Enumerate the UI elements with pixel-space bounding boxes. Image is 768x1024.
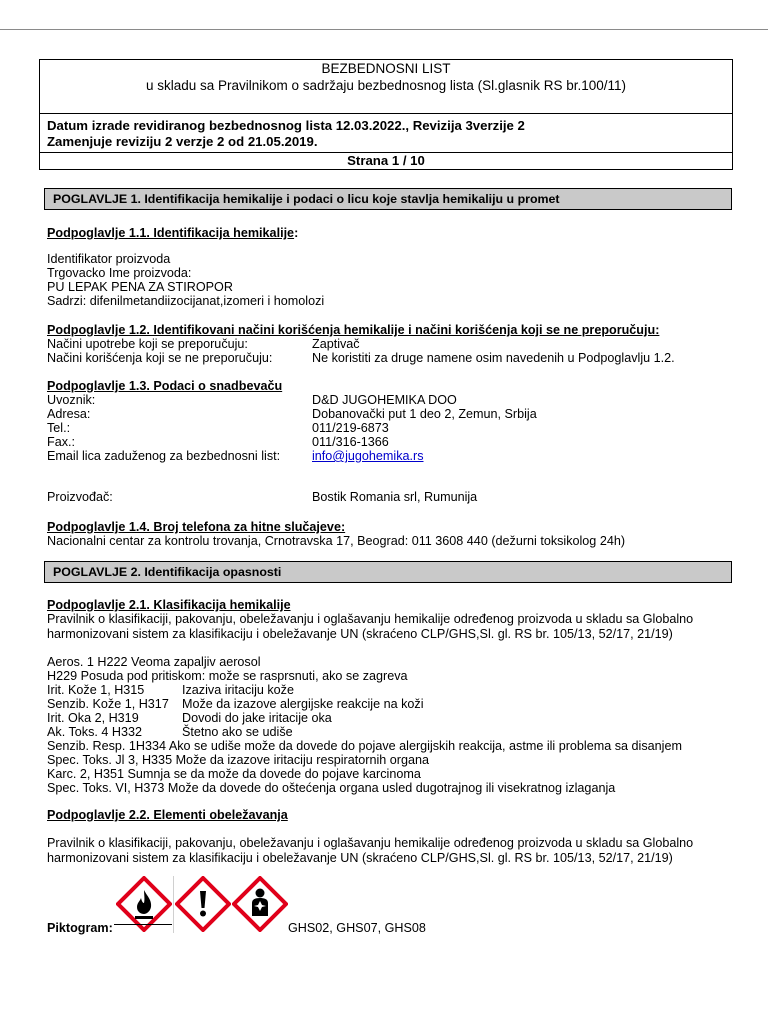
trade-name-value: PU LEPAK PENA ZA STIROPOR	[47, 280, 233, 294]
hazard-statement: Karc. 2, H351 Sumnja se da može da dovede do pojave karcinoma	[47, 767, 421, 781]
subsection-2-1-heading: Podpoglavlje 2.1. Klasifikacija hemikalije	[47, 598, 291, 612]
header-divider	[40, 113, 732, 114]
pictogram-codes: GHS02, GHS07, GHS08	[288, 921, 426, 935]
hazard-text: Izaziva iritaciju kože	[182, 683, 294, 697]
document-title-block	[40, 60, 732, 94]
subsection-1-2-heading: Podpoglavlje 1.2. Identifikovani načini korišćenja hemikalije i načini korišćenja koji se ne preporučuju:	[47, 323, 660, 337]
hazard-statement: Senzib. Resp. 1H334 Ako se udiše može da dovede do pojave alergijskih reakcija, astme ili problema sa disanjem	[47, 739, 682, 753]
recommended-uses-label: Načini upotrebe koji se preporučuju:	[47, 337, 248, 351]
page-number: Strana 1 / 10	[347, 153, 425, 168]
top-rule	[0, 29, 768, 30]
revision-line-1: Datum izrade revidiranog bezbednosnog lista 12.03.2022., Revizija 3verzije 2	[47, 118, 525, 133]
not-recommended-uses-value: Ne koristiti za druge namene osim navedenih u Podpoglavlju 1.2.	[312, 351, 675, 365]
subsection-2-2-heading: Podpoglavlje 2.2. Elementi obeležavanja	[47, 808, 288, 822]
hazard-text: Može da izazove alergijske reakcije na koži	[182, 697, 424, 711]
contains-text: Sadrzi: difenilmetandiizocijanat,izomeri i homolozi	[47, 294, 325, 308]
labelling-intro-line-2: harmonizovani sistem za klasifikaciju i obeležavanje UN (skraćeno CLP/GHS,Sl. gl. RS br. 105/13, 52/17, 21/19)	[47, 851, 673, 865]
subsection-1-1-title: Podpoglavlje 1.1. Identifikacija hemikalije	[47, 226, 295, 240]
exclamation-icon	[175, 876, 231, 932]
emergency-phone-text: Nacionalni centar za kontrolu trovanja, Crnotravska 17, Beograd: 011 3608 440 (dežurni toksikolog 24h)	[47, 534, 626, 548]
revision-info	[47, 118, 525, 150]
address-label: Adresa:	[47, 407, 91, 421]
section-2-heading: POGLAVLJE 2. Identifikacija opasnosti	[44, 561, 732, 583]
fax-value: 011/316-1366	[312, 435, 389, 449]
trade-name-label: Trgovacko Ime proizvoda:	[47, 266, 192, 280]
subsection-1-3-heading: Podpoglavlje 1.3. Podaci o snadbevaču	[47, 379, 283, 393]
hazard-statement: Spec. Toks. VI, H373 Može da dovede do oštećenja organa usled dugotrajnog ili visekratnog izlaganja	[47, 781, 616, 795]
section-1-heading: POGLAVLJE 1. Identifikacija hemikalije i podaci o licu koje stavlja hemikaliju u promet	[44, 188, 732, 210]
hazard-code: Irit. Kože 1, H315	[47, 683, 145, 697]
classification-intro-line-2: harmonizovani sistem za klasifikaciju i obeležavanje UN (skraćeno CLP/GHS,Sl. gl. RS br. 105/13, 52/17, 21/19)	[47, 627, 673, 641]
email-link[interactable]: info@jugohemika.rs	[312, 449, 424, 463]
recommended-uses-value: Zaptivač	[312, 337, 360, 351]
revision-line-2: Zamenjuje reviziju 2 verzje 2 od 21.05.2019.	[47, 134, 318, 149]
document-title: BEZBEDNOSNI LIST	[321, 61, 451, 76]
phone-label: Tel.:	[47, 421, 71, 435]
subsection-1-1-heading	[47, 226, 298, 240]
fax-label: Fax.:	[47, 435, 75, 449]
hazard-code: Ak. Toks. 4 H332	[47, 725, 142, 739]
importer-value: D&D JUGOHEMIKA DOO	[312, 393, 457, 407]
hazard-statement: Spec. Toks. Jl 3, H335 Može da izazove iritaciju respiratornih organa	[47, 753, 429, 767]
product-identifier-label: Identifikator proizvoda	[47, 252, 171, 266]
hazard-code: Senzib. Kože 1, H317	[47, 697, 169, 711]
hazard-statement: H229 Posuda pod pritiskom: može se rasprsnuti, ako se zagreva	[47, 669, 408, 683]
pictogram-label: Piktogram:	[47, 921, 113, 935]
health-hazard-icon	[232, 876, 288, 932]
phone-value: 011/219-6873	[312, 421, 389, 435]
subsection-1-4-heading: Podpoglavlje 1.4. Broj telefona za hitne slučajeve:	[47, 520, 346, 534]
hazard-text: Dovodi do jake iritacije oka	[182, 711, 332, 725]
address-value: Dobanovački put 1 deo 2, Zemun, Srbija	[312, 407, 537, 421]
document-header-box	[39, 59, 733, 170]
pictogram-underline	[114, 924, 172, 925]
manufacturer-value: Bostik Romania srl, Rumunija	[312, 490, 478, 504]
email-label: Email lica zaduženog za bezbednosni list:	[47, 449, 281, 463]
hazard-text: Štetno ako se udiše	[182, 725, 293, 739]
not-recommended-uses-label: Načini korišćenja koji se ne preporučuju:	[47, 351, 273, 365]
importer-label: Uvoznik:	[47, 393, 96, 407]
subsection-1-1-colon: :	[294, 226, 299, 240]
manufacturer-label: Proizvođač:	[47, 490, 113, 504]
document-subtitle: u skladu sa Pravilnikom o sadržaju bezbednosnog lista (Sl.glasnik RS br.100/11)	[145, 78, 626, 93]
hazard-code: Irit. Oka 2, H319	[47, 711, 139, 725]
hazard-statement: Aeros. 1 H222 Veoma zapaljiv aerosol	[47, 655, 261, 669]
labelling-intro-line-1: Pravilnik o klasifikaciji, pakovanju, obeležavanju i oglašavanju hemikalije određenog proizvoda u skladu sa Globalno	[47, 836, 694, 850]
classification-intro-line-1: Pravilnik o klasifikaciji, pakovanju, obeležavanju i oglašavanju hemikalije određenog proizvoda u skladu sa Globalno	[47, 612, 694, 626]
